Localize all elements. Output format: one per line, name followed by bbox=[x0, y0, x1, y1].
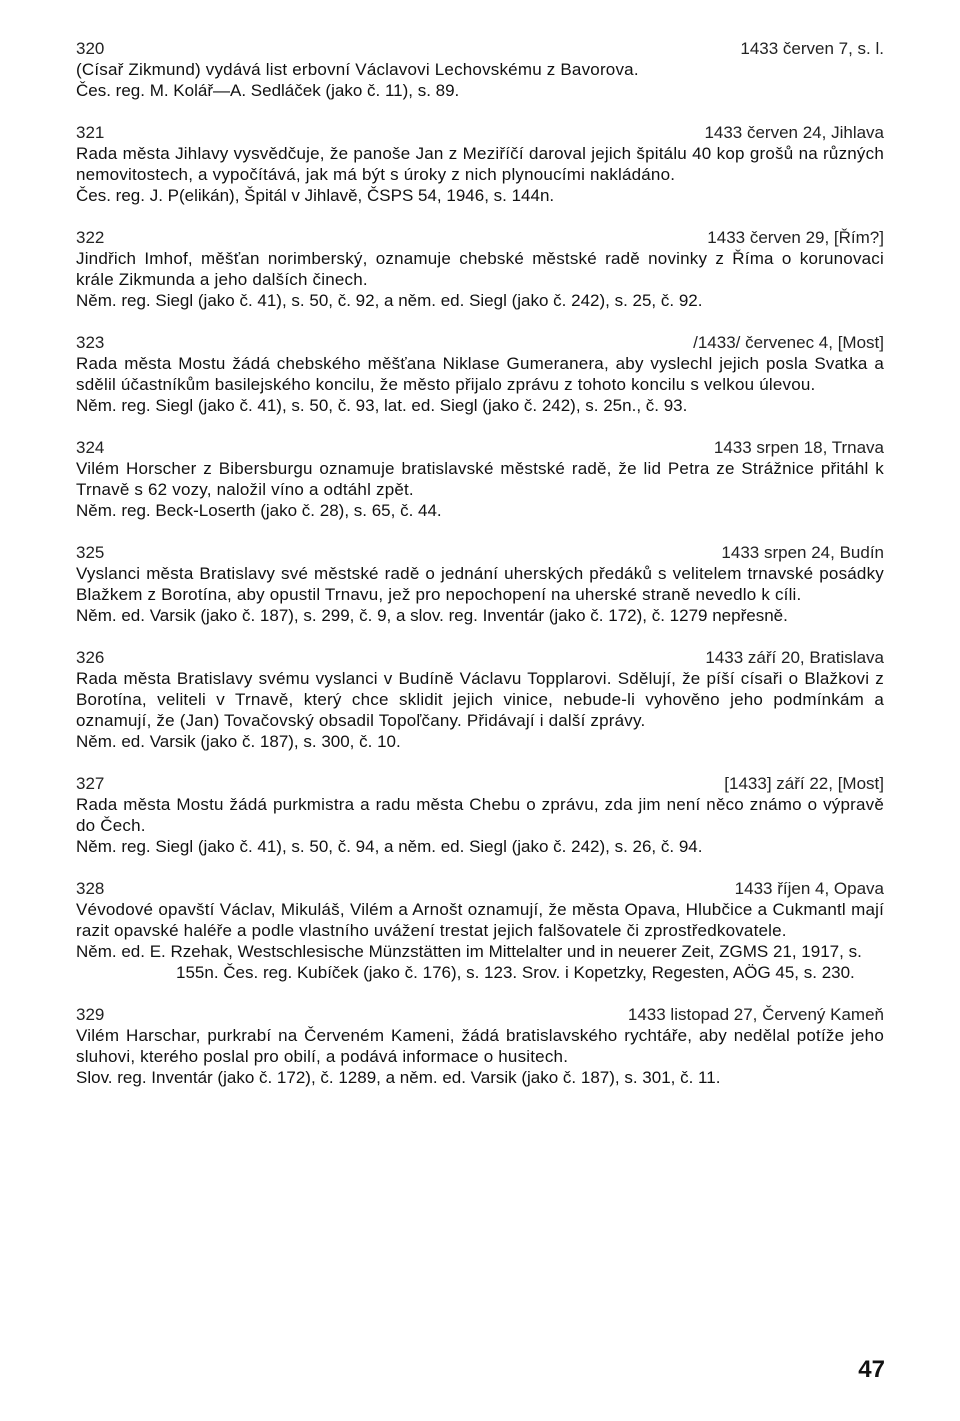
entry-date-place: 1433 září 20, Bratislava bbox=[705, 648, 884, 667]
entry-date-place: 1433 červen 24, Jihlava bbox=[704, 123, 884, 142]
entry-header bbox=[76, 1004, 884, 1025]
entry-header bbox=[76, 122, 884, 143]
entry-text: Vilém Harschar, purkrabí na Červeném Kameni, žádá bratislavského rychtáře, aby nedělal potíže jeho sluhovi, kterého poslal pro obilí, a podává informace o husitech. bbox=[76, 1026, 884, 1066]
entry-date-place: 1433 červen 7, s. l. bbox=[740, 39, 884, 58]
entry-header bbox=[76, 332, 884, 353]
entry-number: 321 bbox=[76, 123, 105, 142]
entry-header bbox=[76, 542, 884, 563]
regest-entry bbox=[76, 38, 884, 101]
entry-text: Jindřich Imhof, měšťan norimberský, oznamuje chebské městské radě novinky z Říma o korunovaci krále Zikmunda a jeho dalších činech. bbox=[76, 249, 884, 289]
regest-entry bbox=[76, 542, 884, 626]
entry-header bbox=[76, 38, 884, 59]
entry-source: Něm. reg. Beck-Loserth (jako č. 28), s. 65, č. 44. bbox=[76, 501, 442, 520]
entry-date-place: /1433/ červenec 4, [Most] bbox=[693, 333, 884, 352]
regest-entry bbox=[76, 647, 884, 752]
entry-source: Čes. reg. J. P(elikán), Špitál v Jihlavě, ČSPS 54, 1946, s. 144n. bbox=[76, 186, 555, 205]
entry-text: (Císař Zikmund) vydává list erbovní Václavovi Lechovskému z Bavorova. bbox=[76, 60, 639, 79]
entry-source: Něm. reg. Siegl (jako č. 41), s. 50, č. 94, a něm. ed. Siegl (jako č. 242), s. 26, č. 94. bbox=[76, 837, 703, 856]
entry-date-place: 1433 říjen 4, Opava bbox=[734, 879, 884, 898]
entry-date-place: 1433 srpen 18, Trnava bbox=[713, 438, 884, 457]
entry-source: Čes. reg. M. Kolář—A. Sedláček (jako č. 11), s. 89. bbox=[76, 81, 460, 100]
entry-header bbox=[76, 437, 884, 458]
regest-entry bbox=[76, 332, 884, 416]
entry-number: 324 bbox=[76, 438, 105, 457]
entry-number: 320 bbox=[76, 39, 105, 58]
entry-header bbox=[76, 227, 884, 248]
entry-number: 322 bbox=[76, 228, 105, 247]
entry-number: 329 bbox=[76, 1005, 105, 1024]
entry-text: Rada města Bratislavy svému vyslanci v Budíně Václavu Topplarovi. Sdělují, že píší císaři o Blažkovi z Borotína, veliteli v Trnavě, který chce sklidit jejich vinice, nebude-li vyhověno jeho podmínkám a oznamují, že (Jan) Tovačovský obsadil Topoľčany. Přidávají i další zprávy. bbox=[76, 669, 884, 730]
regest-entry bbox=[76, 878, 884, 983]
entry-number: 323 bbox=[76, 333, 105, 352]
entry-text: Rada města Mostu žádá chebského měšťana Niklase Gumeranera, aby vyslechl jejich posla Svatka a sdělil účastníkům basilejského koncilu, že město přijalo zprávu z tohoto koncilu s velkou úlevou. bbox=[76, 354, 884, 394]
entry-text: Vévodové opavští Václav, Mikuláš, Vilém a Arnošt oznamují, že města Opava, Hlubčice a Cukmantl mají razit opavské haléře a podle vlastního uvážení trestat jejich falšovatele či zprostředkovatele. bbox=[76, 900, 884, 940]
regest-entry bbox=[76, 1004, 884, 1088]
regest-entry bbox=[76, 773, 884, 857]
entry-source: Něm. ed. Varsik (jako č. 187), s. 299, č. 9, a slov. reg. Inventár (jako č. 172), č. 1279 nepřesně. bbox=[76, 606, 788, 625]
regest-entry bbox=[76, 437, 884, 521]
entry-text: Rada města Jihlavy vysvědčuje, že panoše Jan z Meziříčí daroval jejich špitálu 40 kop grošů na různých nemovitostech, a vypočítává, jak má být s úroky z nich plynoucími nakládáno. bbox=[76, 144, 884, 184]
entry-date-place: 1433 srpen 24, Budín bbox=[721, 543, 884, 562]
entry-header bbox=[76, 773, 884, 794]
entry-source: Slov. reg. Inventár (jako č. 172), č. 1289, a něm. ed. Varsik (jako č. 187), s. 301, č. 11. bbox=[76, 1068, 721, 1087]
entry-text: Vyslanci města Bratislavy své městské radě o jednání uherských předáků s velitelem trnavské posádky Blažkem z Borotína, aby opustil Trnavu, jež pro nepochopení na uherské straně nevedlo k cíli. bbox=[76, 564, 884, 604]
entry-date-place: 1433 červen 29, [Řím?] bbox=[707, 228, 884, 247]
entry-header bbox=[76, 647, 884, 668]
entry-text: Rada města Mostu žádá purkmistra a radu města Chebu o zprávu, zda jim není něco známo o výpravě do Čech. bbox=[76, 795, 884, 835]
entry-date-place: 1433 listopad 27, Červený Kameň bbox=[627, 1005, 884, 1024]
entry-text: Vilém Horscher z Bibersburgu oznamuje bratislavské městské radě, že lid Petra ze Strážnice přitáhl k Trnavě s 62 vozy, naložil víno a odtáhl zpět. bbox=[76, 459, 884, 499]
entry-source: Něm. reg. Siegl (jako č. 41), s. 50, č. 92, a něm. ed. Siegl (jako č. 242), s. 25, č. 92. bbox=[76, 291, 703, 310]
entry-source: Něm. reg. Siegl (jako č. 41), s. 50, č. 93, lat. ed. Siegl (jako č. 242), s. 25n., č. 93. bbox=[76, 396, 688, 415]
entry-header bbox=[76, 878, 884, 899]
regest-entry bbox=[76, 227, 884, 311]
regest-list bbox=[76, 38, 884, 1109]
page-number: 47 bbox=[858, 1356, 885, 1383]
entry-source: Něm. ed. E. Rzehak, Westschlesische Münzstätten im Mittelalter und in neuerer Zeit, ZGMS 21, 1917, s. 155n. Čes. reg. Kubíček (jako č. 176), s. 123. Srov. i Kopetzky, Regesten, AÖG 45, s. 230. bbox=[76, 942, 862, 982]
entry-number: 328 bbox=[76, 879, 105, 898]
entry-source: Něm. ed. Varsik (jako č. 187), s. 300, č. 10. bbox=[76, 732, 401, 751]
entry-date-place: [1433] září 22, [Most] bbox=[724, 774, 884, 793]
entry-number: 326 bbox=[76, 648, 105, 667]
entry-number: 327 bbox=[76, 774, 105, 793]
entry-number: 325 bbox=[76, 543, 105, 562]
regest-entry bbox=[76, 122, 884, 206]
